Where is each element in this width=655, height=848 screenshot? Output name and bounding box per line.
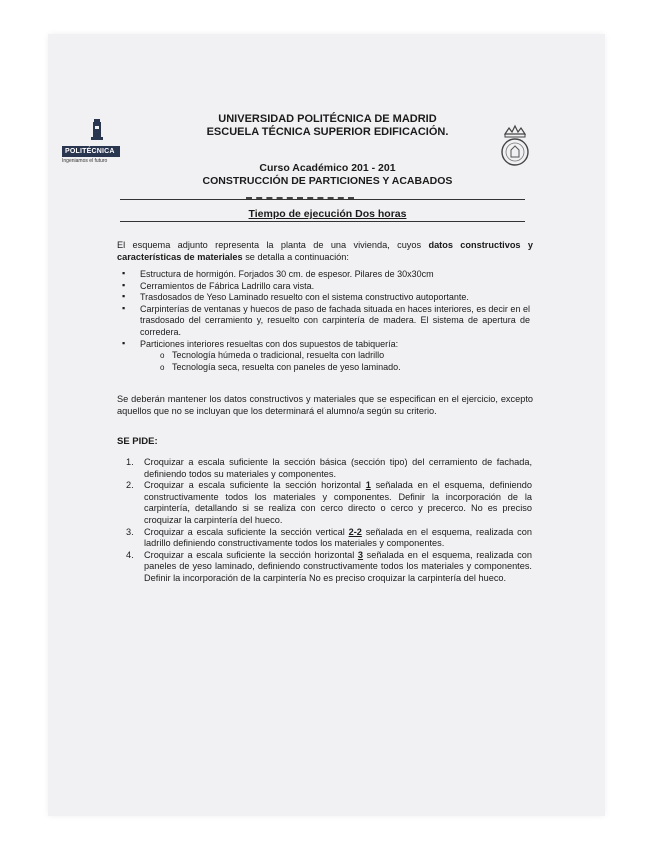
note-paragraph: Se deberán mantener los datos constructivos y materiales que se especifican en el ejercicio, excepto aquellos que no se incluyan que los determinará el alumno/a según su criterio. bbox=[117, 394, 533, 416]
task-item: 2. Croquizar a escala suficiente la sección horizontal 1 señalada en el esquema, definiendo constructivamente todos los materiales y componentes. Definir la incorporación de la carpintería, detallando si se realiza con cerco directo o cerco y precerco. No es preciso croquizar la carpintería del hueco. bbox=[126, 480, 532, 525]
task-item: 4. Croquizar a escala suficiente la sección horizontal 3 señalada en el esquema, realizada con paneles de yeso laminado, definiendo constructivamente todos los materiales y componentes. Definir la incorporación de la carpintería No es preciso croquizar la carpintería del hueco. bbox=[126, 549, 532, 583]
sub-list-item: o Tecnología seca, resuelta con paneles de yeso laminado. bbox=[154, 362, 530, 374]
list-item: ▪ Carpinterías de ventanas y huecos de paso de fachada situada en haces interiores, es decir en el trasdosado del cerramiento y, resuelto con carpintería de madera. El sistema de apertura de corredera. bbox=[118, 304, 530, 339]
divider-bottom bbox=[120, 221, 525, 222]
logo-badge: POLITÉCNICA bbox=[62, 146, 120, 157]
list-item: ▪ Particiones interiores resueltas con dos supuestos de tabiquería: o Tecnología húmeda o tradicional, resuelta con ladrillo o Tecnología seca, resuelta con paneles de yeso laminado. bbox=[118, 339, 530, 374]
task-item: 3. Croquizar a escala suficiente la sección vertical 2-2 señalada en el esquema, realizada con ladrillo definiendo constructivamente todos los materiales y componentes. bbox=[126, 526, 532, 549]
list-item: ▪ Trasdosados de Yeso Laminado resuelto con el sistema constructivo autoportante. bbox=[118, 292, 530, 304]
materials-list bbox=[118, 269, 530, 373]
list-item: ▪ Estructura de hormigón. Forjados 30 cm. de espesor. Pilares de 30x30cm bbox=[118, 269, 530, 281]
university-name: UNIVERSIDAD POLITÉCNICA DE MADRID bbox=[218, 113, 437, 125]
divider-top bbox=[120, 199, 525, 200]
divider-dash bbox=[246, 197, 354, 199]
subject-title: CONSTRUCCIÓN DE PARTICIONES Y ACABADOS bbox=[202, 175, 453, 187]
course-year: Curso Académico 201 - 201 bbox=[259, 162, 396, 174]
school-name: ESCUELA TÉCNICA SUPERIOR EDIFICACIÓN. bbox=[206, 126, 449, 138]
tasks-list bbox=[118, 457, 532, 585]
list-item: ▪ Cerramientos de Fábrica Ladrillo cara vista. bbox=[118, 281, 530, 293]
task-item: 1. Croquizar a escala suficiente la sección básica (sección tipo) del cerramiento de fachada, definiendo todos su materiales y componentes. bbox=[126, 457, 532, 479]
logo-tagline: Ingeniamos el futuro bbox=[62, 158, 108, 164]
intro-paragraph: El esquema adjunto representa la planta de una vivienda, cuyos datos constructivos y características de materiales se detalla a continuación: bbox=[117, 240, 533, 262]
sub-list bbox=[140, 350, 530, 373]
se-pide-heading: SE PIDE: bbox=[117, 436, 158, 447]
sub-list-item: o Tecnología húmeda o tradicional, resuelta con ladrillo bbox=[154, 350, 530, 362]
duration: Tiempo de ejecución Dos horas bbox=[248, 208, 407, 220]
